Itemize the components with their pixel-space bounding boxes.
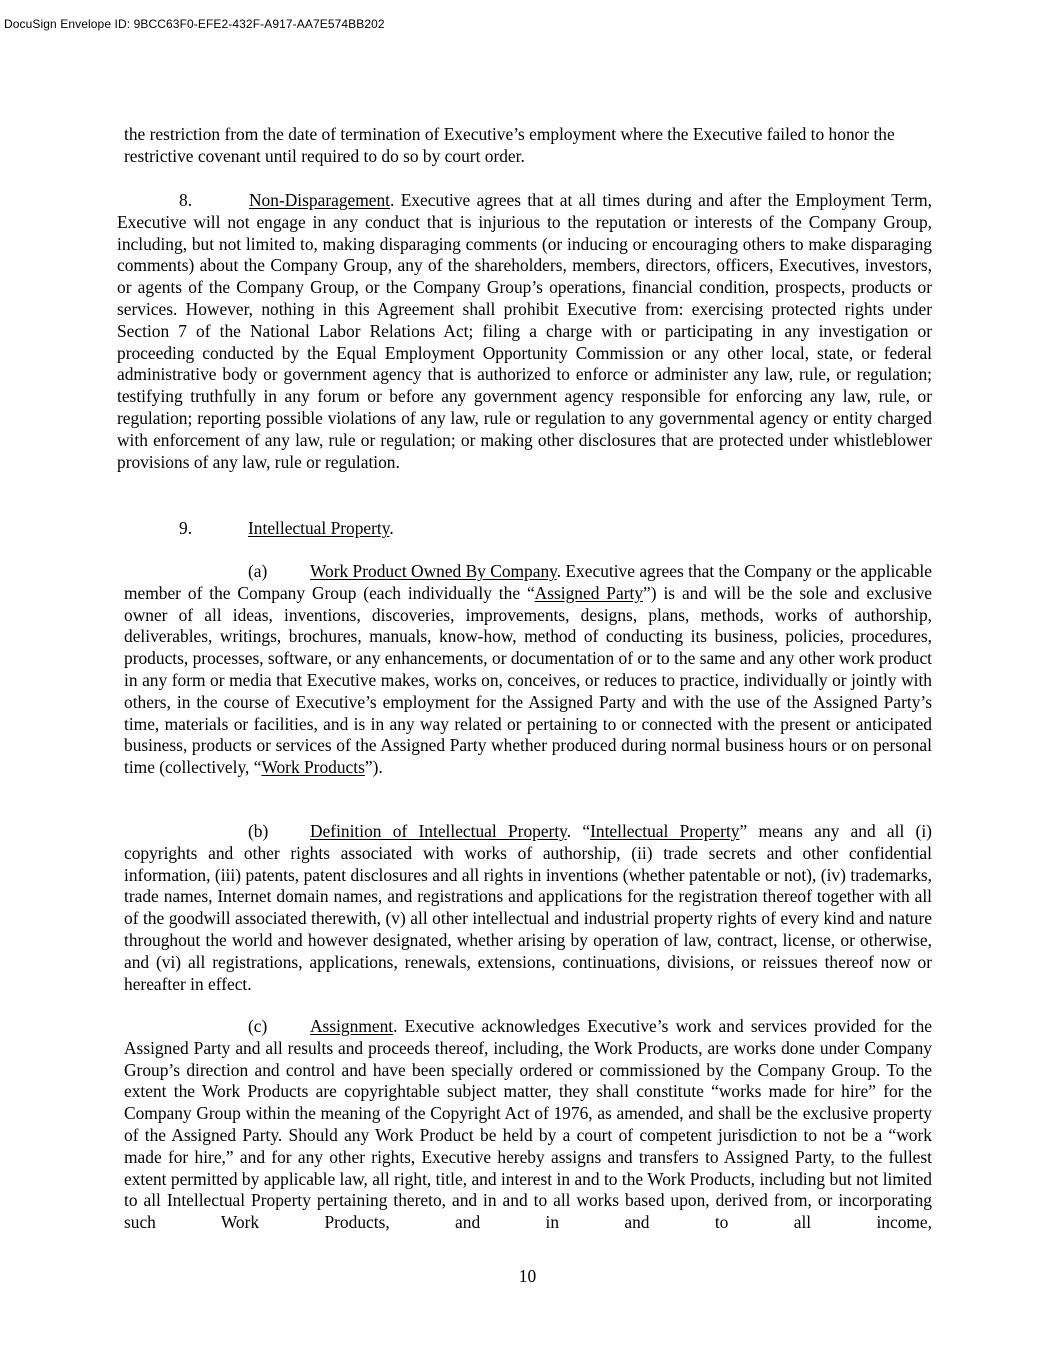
subsection-9a-text-3: ”). bbox=[364, 757, 383, 778]
section-8-number: 8. bbox=[179, 190, 193, 210]
section-9-number: 9. bbox=[179, 518, 193, 538]
section-8-title: Non-Disparagement bbox=[249, 190, 391, 210]
subsection-9b-title: Definition of Intellectual Property bbox=[310, 821, 567, 841]
subsection-9b-text-2: ” means any and all (i) copyrights and other rights associated with works of authorship, (ii) trade secrets and other confidential information, (iii) patents, patent disclosures and all rights in inventions (whether patentable or not), (iv) trademarks, trade names, Internet domain names, and registrations and applications for the registration thereof together with all of the goodwill associated therewith, (v) all other intellectual and industrial property rights of every kind and nature throughout the world and however designated, whether arising by operation of law, contract, license, or otherwise, and (vi) all registrations, applications, renewals, extensions, continuations, divisions, or reissues thereof now or hereafter in effect. bbox=[124, 821, 932, 994]
subsection-9b-definition bbox=[124, 821, 932, 995]
subsection-9a-title: Work Product Owned By Company bbox=[310, 561, 557, 581]
subsection-9c-label: (c) bbox=[248, 1016, 268, 1036]
continued-paragraph-text: the restriction from the date of termination of Executive’s employment where the Executive failed to honor the restrictive covenant until required to do so by court order. bbox=[124, 124, 895, 166]
defined-term-intellectual-property: Intellectual Property bbox=[590, 821, 740, 841]
section-9-heading bbox=[179, 518, 932, 540]
subsection-9a-work-product bbox=[124, 561, 932, 779]
defined-term-work-products: Work Products bbox=[261, 757, 365, 778]
subsection-9c-assignment bbox=[124, 1016, 932, 1234]
subsection-9b-label: (b) bbox=[248, 821, 269, 841]
defined-term-assigned-party: Assigned Party bbox=[534, 582, 644, 603]
continued-paragraph bbox=[124, 124, 932, 168]
subsection-9a-text-2: ”) is and will be the sole and exclusive owner of all ideas, inventions, discoveries, improvements, designs, plans, methods, works of authorship, deliverables, writings, brochures, manuals, know-how, method of conducting its business, policies, procedures, products, processes, software, or any enhancements, or documentation of or to the same and any other work product in any form or media that Executive makes, works on, conceives, or reduces to practice, individually or jointly with others, in the course of Executive’s employment for the Assigned Party and with the use of the Assigned Party’s time, materials or facilities, and is in any way related or pertaining to or connected with the present or anticipated business, products or services of the Assigned Party whether produced during normal business hours or on personal time (collectively, “ bbox=[124, 582, 932, 778]
subsection-9a-text-1: . Executive agrees that the Company or the applicable member of the Company Group (each individually the “ bbox=[124, 561, 932, 603]
section-9-title: Intellectual Property bbox=[248, 518, 390, 538]
subsection-9a-label: (a) bbox=[248, 561, 268, 581]
section-8-body: . Executive agrees that at all times during and after the Employment Term, Executive will not engage in any conduct that is injurious to the reputation or interests of the Company Group, including, but not limited to, making disparaging comments (or inducing or encouraging others to make disparaging comments) about the Company Group, any of the shareholders, members, directors, officers, Executives, investors, or agents of the Company Group, or the Company Group’s operations, financial condition, prospects, products or services. However, nothing in this Agreement shall prohibit Executive from: exercising protected rights under Section 7 of the National Labor Relations Act; filing a charge with or participating in any investigation or proceeding conducted by the Equal Employment Opportunity Commission or any other local, state, or federal administrative body or government agency that is authorized to enforce or administer any law, rule, or regulation; testifying truthfully in any forum or before any government agency responsible for enforcing any law, rule, or regulation; reporting possible violations of any law, rule or regulation to any governmental agency or entity charged with enforcement of any law, rule or regulation; or making other disclosures that are protected under whistleblower provisions of any law, rule or regulation. bbox=[117, 190, 932, 472]
subsection-9c-title: Assignment bbox=[310, 1016, 394, 1036]
subsection-9c-text: . Executive acknowledges Executive’s work and services provided for the Assigned Party and all results and proceeds thereof, including, the Work Products, are works done under Company Group’s direction and control and have been specially ordered or commissioned by the Company Group. To the extent the Work Products are copyrightable subject matter, they shall constitute “works made for hire” for the Company Group within the meaning of the Copyright Act of 1976, as amended, and shall be the exclusive property of the Assigned Party. Should any Work Product be held by a court of competent jurisdiction to not be a “work made for hire,” and for any other rights, Executive hereby assigns and transfers to Assigned Party, to the fullest extent permitted by applicable law, all right, title, and interest in and to the Work Products, including but not limited to all Intellectual Property pertaining thereto, and in and to all works based upon, derived from, or incorporating such Work Products, and in and to all income, bbox=[124, 1016, 932, 1233]
page-number: 10 bbox=[518, 1266, 537, 1286]
docusign-envelope-id: DocuSign Envelope ID: 9BCC63F0-EFE2-432F-A917-AA7E574BB202 bbox=[4, 17, 385, 31]
section-9-period: . bbox=[389, 518, 394, 538]
section-8-non-disparagement bbox=[117, 190, 932, 473]
subsection-9b-text-1: . “ bbox=[566, 821, 591, 841]
